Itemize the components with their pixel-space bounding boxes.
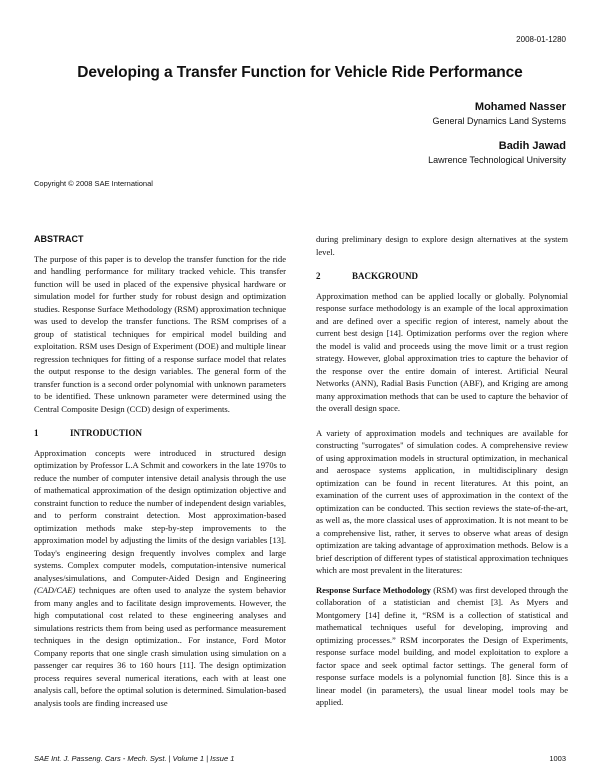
section-title: INTRODUCTION bbox=[70, 428, 143, 438]
section-number: 2 bbox=[316, 271, 321, 281]
paper-id: 2008-01-1280 bbox=[516, 35, 566, 44]
abstract-heading: ABSTRACT bbox=[34, 234, 84, 244]
author-block-1 bbox=[432, 101, 566, 126]
cad-cae-term: (CAD/CAE) bbox=[34, 585, 76, 595]
introduction-text-part: techniques are often used to analyze the system behavior from many angles and to facilitate design improvements. However, the high computational cost related to these engineering analyses and simulations restricts them from being used as performance measurement techniques in the design optimization.. For instance, Ford Motor Company reports that one single crash simulation using simulation on a passenger car requires 36 to 160 hours [11]. The design optimization process requires several numerical iterations, each with at least one analysis call, before the optimal solution is determined. Simulation-based analysis tools are finding increased use bbox=[34, 585, 286, 708]
section-title: BACKGROUND bbox=[352, 271, 419, 281]
abstract-text: The purpose of this paper is to develop the transfer function for the ride and handling performance for military tracked vehicle. This transfer function will be used in placed of the expensive physical hardware or simulation model for further study for robust design and optimization studies. Response Surface Methodology (RSM) approximation technique was used to develop the transfer functions. The RSM comprises of a group of statistical techniques for empirical model building and exploitation. RSM uses Design of Experiment (DOE) and multiple linear regression techniques for fitting of a response surface model that relates the output response to the design variables. The general form of the transfer function is a second order polynomial with unknown parameters to be identified. These unknown parameter were determined using the Central Composite Design (CCD) design of experiments. bbox=[34, 253, 286, 414]
left-column bbox=[34, 233, 286, 709]
author-name: Mohamed Nasser bbox=[474, 101, 566, 113]
paper-title: Developing a Transfer Function for Vehicle Ride Performance bbox=[77, 64, 523, 81]
footer-page-number: 1003 bbox=[549, 754, 566, 763]
copyright-notice: Copyright © 2008 SAE International bbox=[34, 179, 153, 188]
author-affiliation: General Dynamics Land Systems bbox=[432, 116, 566, 126]
section-number: 1 bbox=[34, 428, 39, 438]
background-text: Approximation method can be applied locally or globally. Polynomial response surface methodology is an example of the local approximation and are defined over a specific region of interest, namely about the current best design [14]. Optimization performs over the region where the model is valid and proceeds using the move limit or a trust region strategy. However, global approximation tries to capture the behavior of the response over the entire domain of interest. Artificial Neural Networks (ANN), Radial Basis Function (ABF), and Kriging are among many approximation methods that can be used to capture the behavior of the overall design space. bbox=[316, 290, 568, 413]
variety-text: A variety of approximation models and techniques are available for constructing "surrogates" of simulation codes. A comprehensive review of using approximation models in structural optimization, in mechanical and aerospace systems application, in multidisciplinary design optimization can be found in recent literatures. At this point, an examination of the current uses of approximation in the context of the optimization can be conducted. This section reviews the state-of-the-art, as well as, the more classical uses of approximation. It is not meant to be a comprehensive list, rather, it serves to observe what areas of design optimization are taking advantage of approximation methods. Below is a brief description of different types of statistical approximation techniques which are most prevalent in the literatures: bbox=[316, 427, 568, 575]
right-column bbox=[316, 233, 568, 709]
rsm-text: (RSM) was first developed through the collaboration of a statistician and chemist [3]. As Myers and Montgomery [14] define it, “RSM is a collection of statistical and mathematical techniques useful for developing, improving and optimizing processes.” RSM incorporates the Design of Experiments, response surface model building, and model exploitation to explore a factor space and seek optimal factor settings. The general form of response surface models is a polynomial function [8]. Since this is a linear model (in parameters), the usual linear model tools may be applied. bbox=[316, 584, 568, 707]
continuation-text: during preliminary design to explore design alternatives at the system level. bbox=[316, 234, 568, 257]
background-heading bbox=[316, 270, 568, 283]
author-block-2 bbox=[428, 140, 566, 165]
rsm-paragraph bbox=[316, 584, 568, 709]
rsm-runin-heading: Response Surface Methodology bbox=[316, 584, 431, 595]
footer-journal: SAE Int. J. Passeng. Cars - Mech. Syst. | Volume 1 | Issue 1 bbox=[34, 754, 235, 763]
introduction-text-part: Approximation concepts were introduced in structured design optimization by Professor L.A Schmit and coworkers in the late 1970s to reduce the number of computer intensive detail analysis through the use of mathematical approximation of the design optimization objective and constraint function to reduce the number of independent design variables, and to perform constraint detection. Most approximation-based optimization methods make step-by-step improvements to the approximation model by adjusting the limits of the design variables [13]. Today's engineering design frequently involves complex and large systems. Complex computer models, computation-intensive numerical analyses/simulations, and Computer-Aided Design and Engineering bbox=[34, 447, 286, 583]
author-affiliation: Lawrence Technological University bbox=[428, 155, 566, 165]
author-name: Badih Jawad bbox=[498, 140, 566, 152]
introduction-text bbox=[34, 447, 286, 710]
introduction-heading bbox=[34, 427, 286, 440]
